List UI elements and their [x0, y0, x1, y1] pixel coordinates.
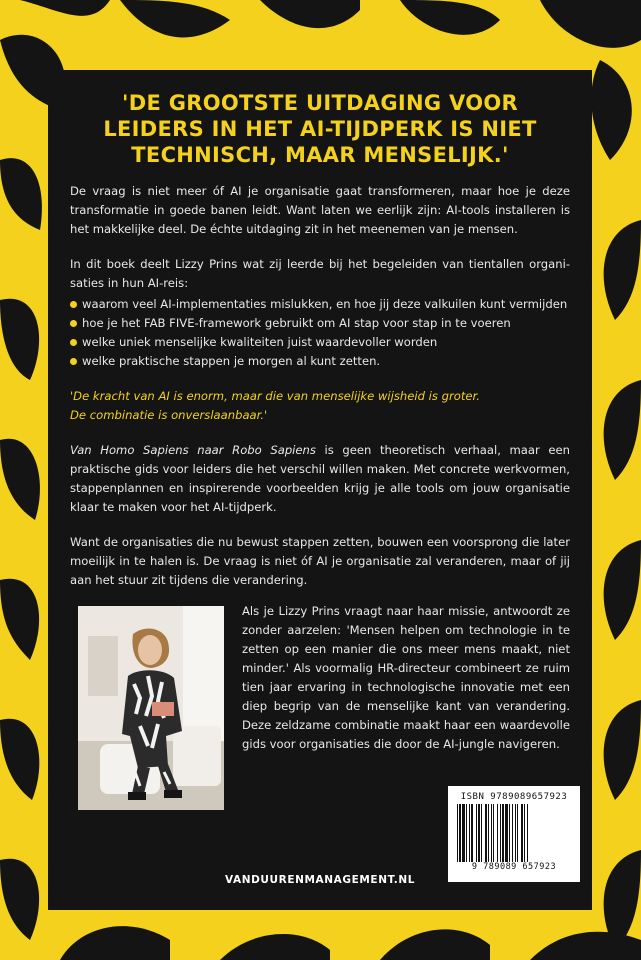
publisher-website: VANDUURENMANAGEMENT.NL	[224, 874, 416, 886]
bullet-item: welke uniek menselijke kwaliteiten juist waardevoller worden	[70, 333, 570, 352]
author-section	[70, 606, 570, 816]
book-description-text: is geen theoretisch verhaal, maar een praktische gids voor leiders die het verschil willen maken. Met concrete werkvormen, stappenplannen en inspirerende voorbeelden krijg je alle tools om jouw organisatie klaar te maken voor het AI-tijdperk.	[70, 443, 571, 514]
bullet-dot-icon	[70, 301, 77, 308]
bullet-item: waarom veel AI-implementaties mislukken, en hoe jij deze valkuilen kunt vermijden	[70, 295, 570, 314]
book-description-paragraph	[70, 441, 570, 517]
pull-quote	[70, 387, 570, 425]
author-bio: Als je Lizzy Prins vraagt naar haar missie, antwoordt ze zonder aarzelen: 'Mensen helpen om technologie in te zetten op een manier die ons meer mens maakt, niet minder.' Als voormalig HR-directeur combineert ze ruim tien jaar ervaring in technologische innovatie met een diep begrip van de menselijke kant van verandering. Deze zeldzame combinatie maakt haar een waardevolle gids voor organisaties die door de AI-jungle navigeren.	[242, 604, 570, 751]
book-title: Van Homo Sapiens naar Robo Sapiens	[70, 443, 316, 457]
bullet-dot-icon	[70, 339, 77, 346]
bullet-list	[70, 295, 570, 371]
bullet-item: hoe je het FAB FIVE-framework gebruikt om AI stap voor stap in te voeren	[70, 314, 570, 333]
bullet-dot-icon	[70, 320, 77, 327]
pull-quote-line-2: De combinatie is onverslaanbaar.'	[70, 408, 268, 422]
isbn-digits: 9 789089 657923	[471, 862, 557, 872]
pull-quote-line-1: 'De kracht van AI is enorm, maar die van menselijke wijsheid is groter.	[70, 389, 480, 403]
lead-paragraph: In dit boek deelt Lizzy Prins wat zij leerde bij het begeleiden van tientallen organisaties in hun AI-reis:	[70, 257, 570, 290]
bullet-item: welke praktische stappen je morgen al kunt zetten.	[70, 352, 570, 371]
isbn-barcode	[448, 786, 580, 882]
barcode-bars	[455, 804, 573, 862]
author-photo	[78, 606, 224, 810]
intro-paragraph: De vraag is niet meer óf AI je organisatie gaat transformeren, maar hoe je deze transformatie in goede banen leidt. Want laten we eerlijk zijn: AI-tools installeren is het makkelijke deel. De échte uitdaging zit in het meenemen van je mensen.	[70, 184, 570, 236]
isbn-label: ISBN 9789089657923	[460, 792, 568, 802]
back-cover-panel	[48, 70, 592, 910]
bullet-dot-icon	[70, 358, 77, 365]
closing-paragraph: Want de organisaties die nu bewust stappen zetten, bouwen een voorsprong die later moeilijk in te halen is. De vraag is niet óf AI je organisatie zal veranderen, maar of jij aan het stuur zit tijdens die verandering.	[70, 535, 570, 587]
lead-block	[70, 255, 570, 371]
headline-quote: 'DE GROOTSTE UITDAGING VOOR LEIDERS IN HET AI-TIJDPERK IS NIET TECHNISCH, MAAR MENSELIJK.'	[103, 91, 537, 167]
